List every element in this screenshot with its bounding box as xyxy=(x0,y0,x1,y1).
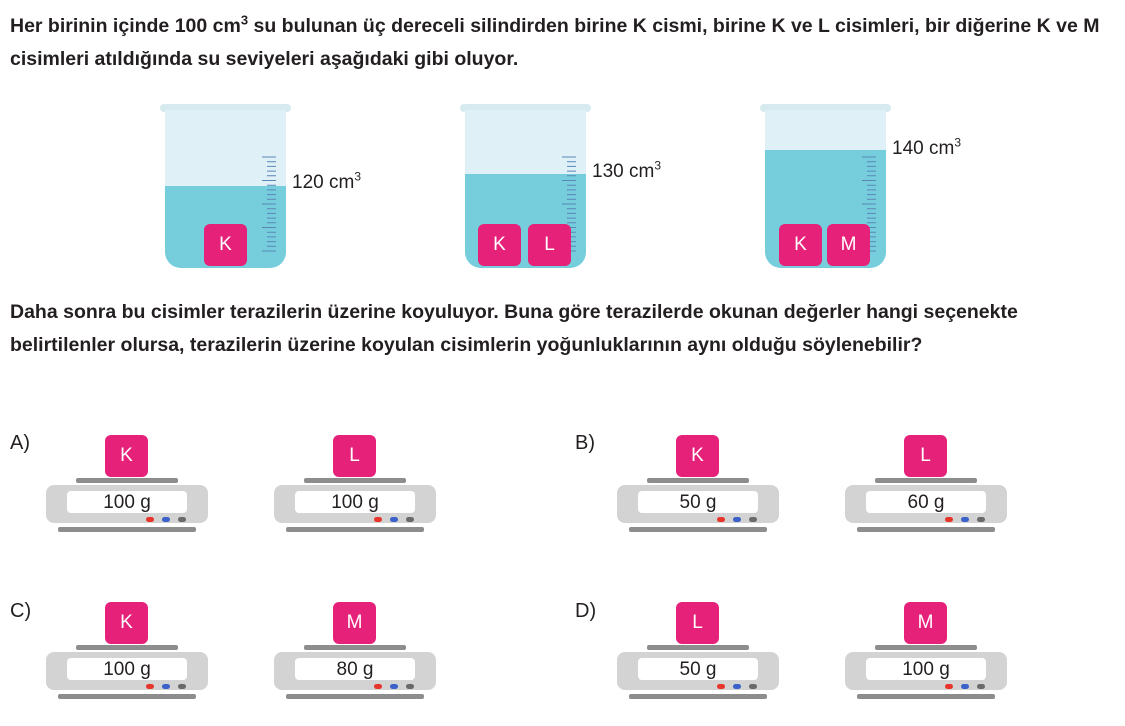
scale-base xyxy=(286,527,424,532)
scale-plate xyxy=(76,645,178,650)
red-dot-icon xyxy=(945,684,953,689)
object-k: K xyxy=(779,224,822,266)
blue-dot-icon xyxy=(390,684,398,689)
beaker-1 xyxy=(160,104,291,274)
scale-body xyxy=(617,652,779,690)
intro-part-1: Her birinin içinde 100 cm xyxy=(10,15,241,37)
scale-plate xyxy=(304,478,406,483)
red-dot-icon xyxy=(146,684,154,689)
scale-body xyxy=(845,485,1007,523)
option-a-letter[interactable]: A) xyxy=(10,432,30,454)
scale xyxy=(46,602,208,682)
intro-superscript: 3 xyxy=(240,12,249,28)
scale-object: M xyxy=(904,602,947,644)
scale-plate xyxy=(76,478,178,483)
option-b-letter[interactable]: B) xyxy=(575,432,595,454)
gray-dot-icon xyxy=(749,684,757,689)
scale-base xyxy=(58,694,196,699)
gray-dot-icon xyxy=(178,517,186,522)
scale-body xyxy=(46,485,208,523)
red-dot-icon xyxy=(717,684,725,689)
red-dot-icon xyxy=(945,517,953,522)
scale-reading: 80 g xyxy=(295,658,415,680)
volume-label-1: 120 $cm^3$ xyxy=(292,169,361,193)
blue-dot-icon xyxy=(162,684,170,689)
scale xyxy=(845,602,1007,682)
scale-object: L xyxy=(333,435,376,477)
scale-base xyxy=(629,527,767,532)
scale xyxy=(274,435,436,515)
scale-plate xyxy=(647,478,749,483)
scale-plate xyxy=(304,645,406,650)
scale-object: K xyxy=(105,602,148,644)
scale-object: L xyxy=(676,602,719,644)
gray-dot-icon xyxy=(977,684,985,689)
scale-reading: 100 g xyxy=(295,491,415,513)
gray-dot-icon xyxy=(749,517,757,522)
scale-body xyxy=(274,652,436,690)
question-text: Daha sonra bu cisimler terazilerin üzerine koyuluyor. Buna göre terazilerde okunan değerler hangi seçenekte belirtilenler olursa, terazilerin üzerine koyulan cisimlerin yoğunluklarının aynı olduğu söylenebilir? xyxy=(10,301,1018,356)
scale-base xyxy=(629,694,767,699)
object-l: L xyxy=(528,224,571,266)
scale xyxy=(617,435,779,515)
red-dot-icon xyxy=(374,684,382,689)
gray-dot-icon xyxy=(977,517,985,522)
object-k: K xyxy=(478,224,521,266)
object-m: M xyxy=(827,224,870,266)
scale-reading: 50 g xyxy=(638,658,758,680)
scale xyxy=(617,602,779,682)
blue-dot-icon xyxy=(162,517,170,522)
scale-reading: 100 g xyxy=(866,658,986,680)
option-c-letter[interactable]: C) xyxy=(10,600,32,622)
scale-plate xyxy=(875,478,977,483)
red-dot-icon xyxy=(374,517,382,522)
scale-body xyxy=(46,652,208,690)
intro-part-2: su bulunan üç dereceli silindirden birine K cismi, birine K ve L cisimleri, bir diğerine K ve M cisimleri atıldığında su seviyeleri aşağıdaki gibi oluyor. xyxy=(10,15,1100,70)
object-k: K xyxy=(204,224,247,266)
gray-dot-icon xyxy=(406,517,414,522)
scale-base xyxy=(857,527,995,532)
blue-dot-icon xyxy=(733,517,741,522)
beaker-3 xyxy=(760,104,891,274)
scale-body xyxy=(274,485,436,523)
volume-label-2: 130 $cm^3$ xyxy=(592,158,661,182)
scale-object: K xyxy=(105,435,148,477)
scale-base xyxy=(286,694,424,699)
scale-reading: 60 g xyxy=(866,491,986,513)
blue-dot-icon xyxy=(961,517,969,522)
scale-base xyxy=(857,694,995,699)
red-dot-icon xyxy=(717,517,725,522)
blue-dot-icon xyxy=(390,517,398,522)
blue-dot-icon xyxy=(961,684,969,689)
scale xyxy=(274,602,436,682)
intro-text xyxy=(10,10,1115,76)
scale-plate xyxy=(647,645,749,650)
graduation-ticks xyxy=(262,156,276,252)
scale-reading: 100 g xyxy=(67,658,187,680)
scale-object: K xyxy=(676,435,719,477)
red-dot-icon xyxy=(146,517,154,522)
scale xyxy=(845,435,1007,515)
scale-base xyxy=(58,527,196,532)
scale-object: L xyxy=(904,435,947,477)
scale-reading: 50 g xyxy=(638,491,758,513)
scale-body xyxy=(845,652,1007,690)
scale-reading: 100 g xyxy=(67,491,187,513)
volume-label-3: 140 $cm^3$ xyxy=(892,135,961,159)
beaker-2 xyxy=(460,104,591,274)
gray-dot-icon xyxy=(178,684,186,689)
scale-plate xyxy=(875,645,977,650)
scale-body xyxy=(617,485,779,523)
scale xyxy=(46,435,208,515)
option-d-letter[interactable]: D) xyxy=(575,600,597,622)
scale-object: M xyxy=(333,602,376,644)
blue-dot-icon xyxy=(733,684,741,689)
gray-dot-icon xyxy=(406,684,414,689)
